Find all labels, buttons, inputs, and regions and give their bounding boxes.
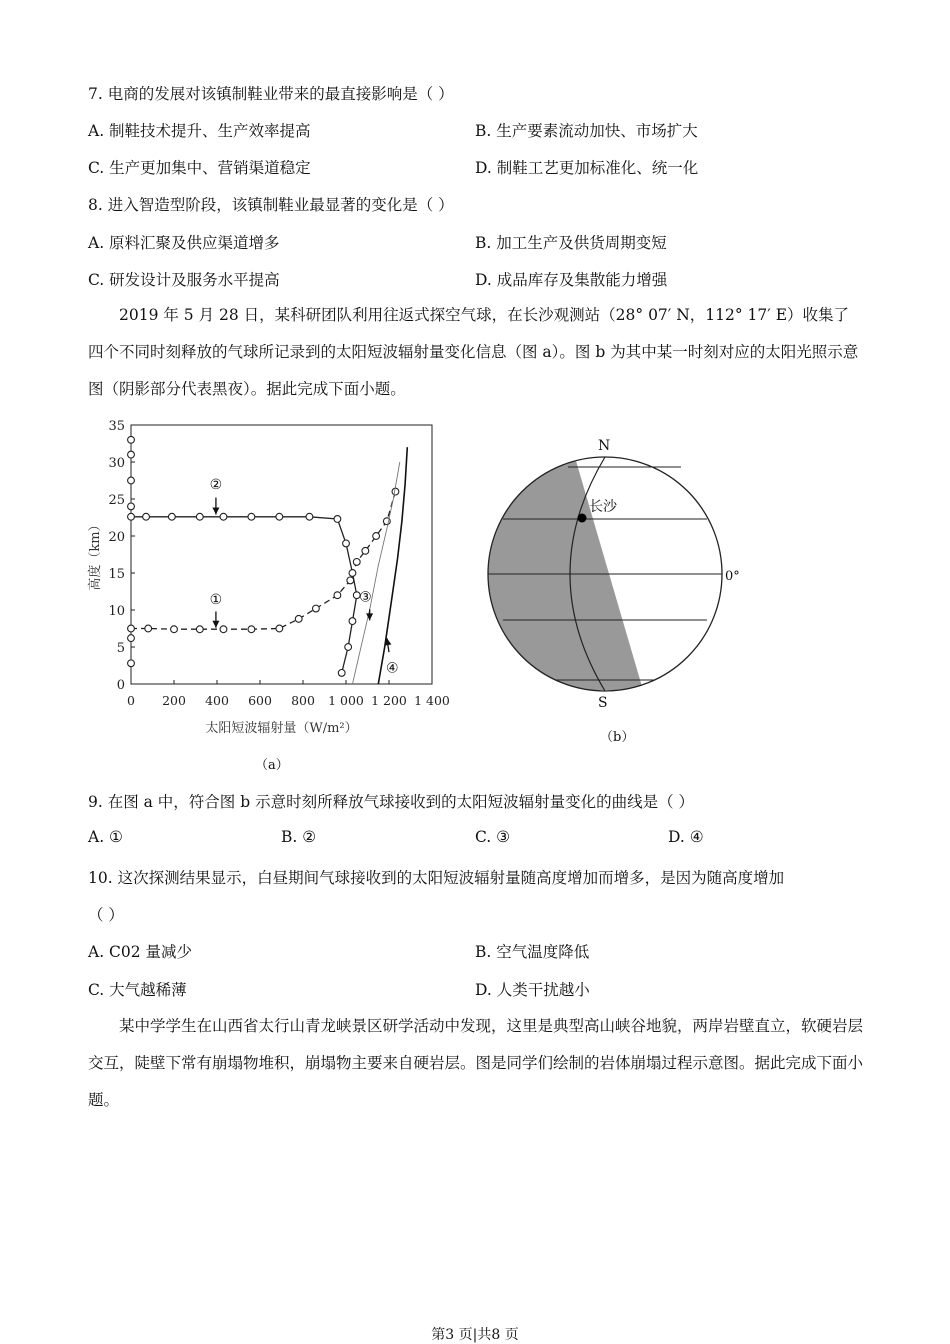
data-point xyxy=(128,436,135,443)
data-point xyxy=(168,513,175,520)
data-point xyxy=(349,618,356,625)
changsha-label: 长沙 xyxy=(589,499,617,515)
data-point xyxy=(220,513,227,520)
q7-stem: 7. 电商的发展对该镇制鞋业带来的最直接影响是（ ） xyxy=(88,85,454,103)
x-tick-label: 400 xyxy=(205,693,229,708)
data-point xyxy=(128,625,135,632)
y-tick-label: 10 xyxy=(108,604,125,619)
changsha-point xyxy=(578,514,587,523)
q7-option-b[interactable]: B. 生产要素流动加快、市场扩大 xyxy=(475,122,698,140)
arrow-head xyxy=(212,508,219,515)
data-point xyxy=(347,577,354,584)
data-point xyxy=(295,615,302,622)
south-label: S xyxy=(598,695,608,711)
data-point xyxy=(362,547,369,554)
x-tick-label: 1 000 xyxy=(328,693,364,708)
y-tick-label: 15 xyxy=(108,567,125,582)
data-point xyxy=(128,635,135,642)
y-tick-label: 35 xyxy=(108,419,125,434)
q9-option-b[interactable]: B. ② xyxy=(281,828,317,846)
x-tick-label: 800 xyxy=(291,693,315,708)
x-tick-label: 200 xyxy=(162,693,186,708)
q9-option-c[interactable]: C. ③ xyxy=(475,828,511,846)
data-point xyxy=(220,626,227,633)
curve-line-③ xyxy=(353,462,400,684)
q9-option-d[interactable]: D. ④ xyxy=(668,828,704,846)
x-axis-label: 太阳短波辐射量（W/m²） xyxy=(205,721,358,736)
figure-b-caption: （b） xyxy=(600,730,635,745)
arrow-head xyxy=(212,621,219,628)
x-tick-label: 1 400 xyxy=(414,693,450,708)
data-point xyxy=(128,451,135,458)
data-point xyxy=(128,477,135,484)
data-point xyxy=(171,626,178,633)
q10-stem-blank: （ ） xyxy=(88,906,124,924)
north-label: N xyxy=(598,438,611,454)
q8-option-d[interactable]: D. 成品库存及集散能力增强 xyxy=(475,271,668,289)
data-point xyxy=(128,513,135,520)
data-point xyxy=(338,670,345,677)
q8-option-b[interactable]: B. 加工生产及供货周期变短 xyxy=(475,234,667,252)
curve-label: ④ xyxy=(385,660,399,677)
y-tick-label: 20 xyxy=(108,530,125,545)
figure-b-globe xyxy=(475,430,765,720)
curve-label: ① xyxy=(209,591,223,608)
curve-label: ② xyxy=(209,477,223,494)
y-tick-label: 25 xyxy=(108,493,125,508)
page-footer: 第3 页|共8 页 xyxy=(431,1327,519,1343)
x-tick-label: 1 200 xyxy=(371,693,407,708)
data-point xyxy=(373,533,380,540)
q10-option-b[interactable]: B. 空气温度降低 xyxy=(475,943,590,961)
y-axis-label: 高度（km） xyxy=(88,518,103,591)
data-point xyxy=(128,503,135,510)
y-tick-label: 0 xyxy=(116,678,125,693)
data-point xyxy=(334,592,341,599)
data-point xyxy=(145,625,152,632)
q9-stem: 9. 在图 a 中，符合图 b 示意时刻所释放气球接收到的太阳短波辐射量变化的曲线是（ ） xyxy=(88,793,695,811)
q9-option-a[interactable]: A. ① xyxy=(88,828,123,846)
intro-paragraph-2: 某中学学生在山西省太行山青龙峡景区研学活动中发现，这里是典型高山峡谷地貌，两岸岩壁直立，软硬岩层交互，陡壁下常有崩塌物堆积，崩塌物主要来自硬岩层。图是同学们绘制的岩体崩塌过程示意图。据此完成下面小题。 xyxy=(88,1017,864,1109)
curve-label: ③ xyxy=(359,589,372,606)
figure-a-chart xyxy=(82,415,462,745)
data-point xyxy=(196,513,203,520)
data-point xyxy=(306,513,313,520)
intro-paragraph-1: 2019 年 5 月 28 日，某科研团队利用往返式探空气球，在长沙观测站（28° 07′ N，112° 17′ E）收集了四个不同时刻释放的气球所记录到的太阳短波辐射量变化信息（图 a）。图 b 为其中某一时刻对应的太阳光照示意图（阴影部分代表黑夜）。据此完成下面小题。 xyxy=(88,306,859,398)
data-point xyxy=(313,605,320,612)
q8-option-c[interactable]: C. 研发设计及服务水平提高 xyxy=(88,271,280,289)
data-point xyxy=(349,570,356,577)
y-tick-label: 30 xyxy=(108,456,125,471)
q10-option-d[interactable]: D. 人类干扰越小 xyxy=(475,981,590,999)
data-point xyxy=(248,513,255,520)
data-point xyxy=(248,626,255,633)
q7-option-a[interactable]: A. 制鞋技术提升、生产效率提高 xyxy=(88,122,311,140)
data-point xyxy=(128,660,135,667)
q8-stem: 8. 进入智造型阶段，该镇制鞋业最显著的变化是（ ） xyxy=(88,196,454,214)
q10-stem: 10. 这次探测结果显示，白昼期间气球接收到的太阳短波辐射量随高度增加而增多，是因为随高度增加 xyxy=(88,869,785,887)
data-point xyxy=(334,516,341,523)
q7-option-d[interactable]: D. 制鞋工艺更加标准化、统一化 xyxy=(475,159,699,177)
q10-option-c[interactable]: C. 大气越稀薄 xyxy=(88,981,187,999)
data-point xyxy=(276,513,283,520)
curve-line-② xyxy=(131,517,357,673)
equator-label: 0° xyxy=(725,569,740,584)
q7-option-c[interactable]: C. 生产更加集中、营销渠道稳定 xyxy=(88,159,311,177)
curve-line-④ xyxy=(378,447,407,684)
q8-option-a[interactable]: A. 原料汇聚及供应渠道增多 xyxy=(88,234,280,252)
data-point xyxy=(143,513,150,520)
figure-a-caption: （a） xyxy=(255,758,289,773)
q10-option-a[interactable]: A. C02 量减少 xyxy=(88,943,193,961)
data-point xyxy=(345,644,352,651)
data-point xyxy=(276,625,283,632)
x-tick-label: 600 xyxy=(248,693,272,708)
data-point xyxy=(196,626,203,633)
y-tick-label: 5 xyxy=(116,641,125,656)
data-point xyxy=(353,559,360,566)
x-tick-label: 0 xyxy=(127,693,135,708)
data-point xyxy=(343,540,350,547)
